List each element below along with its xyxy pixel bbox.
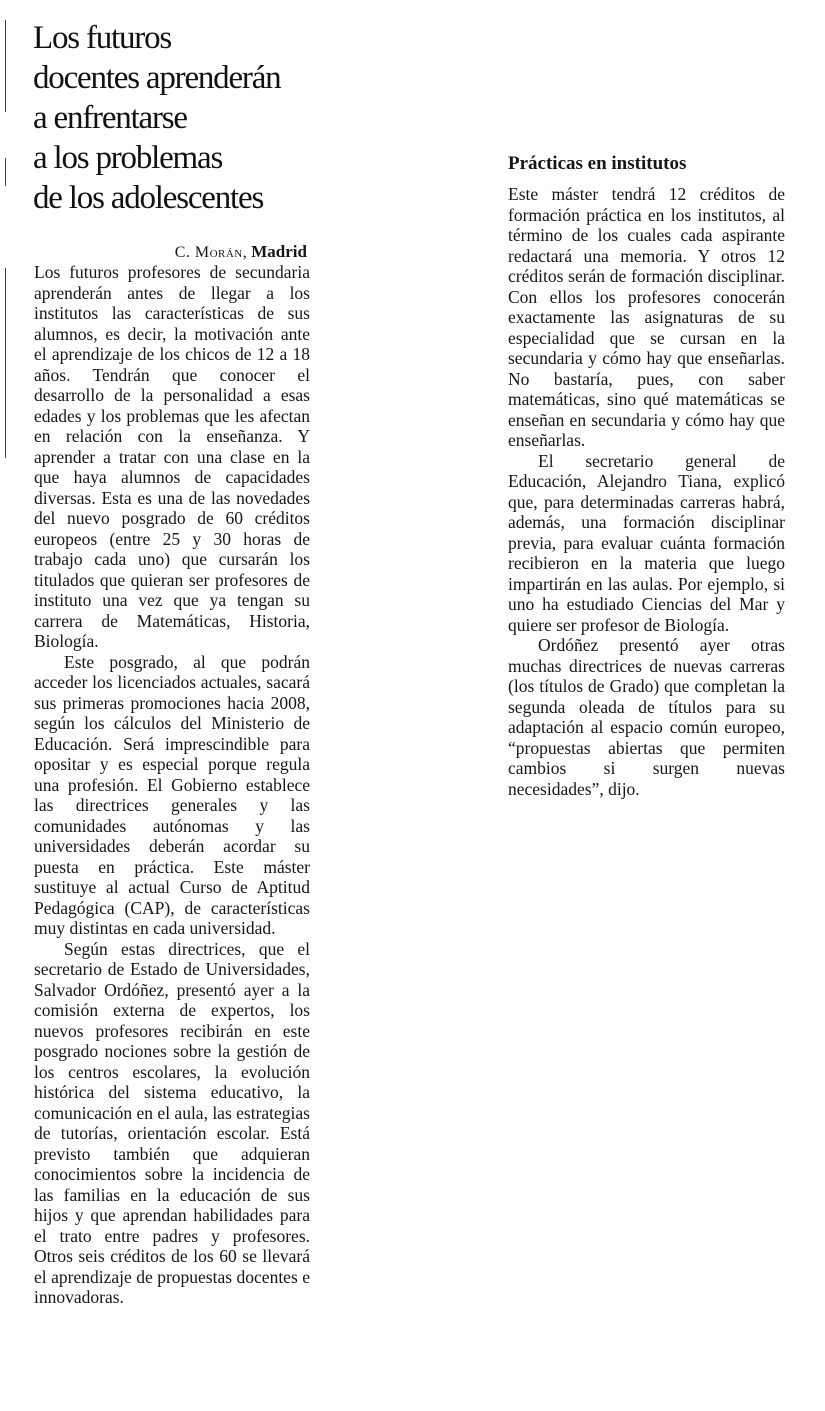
article-column-right: [508, 184, 785, 799]
section-subhead: Prácticas en institutos: [508, 153, 687, 174]
headline-line: Los futuros: [33, 20, 172, 56]
paragraph: Los futuros profesores de secundaria aprenderán antes de llegar a los institutos las características de sus alumnos, es decir, la motivación ante el aprendizaje de los chicos de 12 a 18 años. Tendrán que conocer el desarrollo de la personalidad a esas edades y los problemas que les afectan en relación con la enseñanza. Y aprender a tratar con una clase en la que haya alumnos de capacidades diversas. Esta es una de las novedades del nuevo posgrado de 60 créditos europeos (entre 25 y 30 horas de trabajo cada uno) que cursarán los titulados que quieran ser profesores de instituto una vez que ya tengan su carrera de Matemáticas, Historia, Biología.: [34, 262, 310, 651]
column-rule-top: [5, 20, 6, 112]
paragraph: Ordóñez presentó ayer otras muchas directrices de nuevas carreras (los títulos de Grado) que completan la segunda oleada de títulos para su adaptación al espacio común europeo, “propuestas abiertas que permiten cambios si surgen nuevas necesidades”, dijo.: [508, 635, 785, 799]
headline-line: a los problemas: [33, 140, 223, 176]
article-column-left: [34, 262, 310, 1411]
column-rule-middle: [5, 158, 6, 186]
headline-line: de los adolescentes: [33, 180, 264, 216]
paragraph: Este posgrado, al que podrán acceder los licenciados actuales, sacará sus primeras promociones hacia 2008, según los cálculos del Ministerio de Educación. Será imprescindible para opositar y es especial porque regula una profesión. El Gobierno establece las directrices generales y las comunidades autónomas y las universidades deberán acordar su puesta en práctica. Este máster sustituye al actual Curso de Aptitud Pedagógica (CAP), de características muy distintas en cada universidad.: [34, 651, 310, 938]
byline-author: C. Morán,: [174, 244, 248, 261]
byline-city: Madrid: [251, 242, 307, 261]
paragraph: El secretario general de Educación, Alejandro Tiana, explicó que, para determinadas carreras habrá, además, una formación disciplinar previa, para evaluar cuánta formación recibieron en la materia que luego impartirán en las aulas. Por ejemplo, si uno ha estudiado Ciencias del Mar y quiere ser profesor de Biología.: [508, 450, 785, 635]
paragraph: Según estas directrices, que el secretario de Estado de Universidades, Salvador Ordóñez, presentó ayer a la comisión externa de expertos, los nuevos profesores recibirán en este posgrado nociones sobre la gestión de los centros escolares, la evolución histórica del sistema educativo, la comunicación en el aula, las estrategias de tutorías, orientación escolar. Está previsto también que adquieran conocimientos sobre la incidencia de las familias en la educación de sus hijos y que aprendan habilidades para el trato entre padres y profesores. Otros seis créditos de los 60 se llevará el aprendizaje de propuestas docentes e innovadoras.: [34, 938, 310, 1307]
headline-line: docentes aprenderán: [33, 60, 281, 96]
headline: [33, 18, 333, 218]
headline-line: a enfrentarse: [33, 100, 187, 136]
byline: [34, 242, 307, 263]
column-rule-lower: [5, 268, 6, 458]
paragraph: Este máster tendrá 12 créditos de formación práctica en los institutos, al término de los cuales cada aspirante redactará una memoria. Y otros 12 créditos serán de formación disciplinar. Con ellos los profesores conocerán exactamente las asignaturas de su especialidad que se cursan en la secundaria y cómo hay que enseñarlas. No bastaría, pues, con saber matemáticas, sino qué matemáticas se enseñan en secundaria y cómo hay que enseñarlas.: [508, 184, 785, 450]
